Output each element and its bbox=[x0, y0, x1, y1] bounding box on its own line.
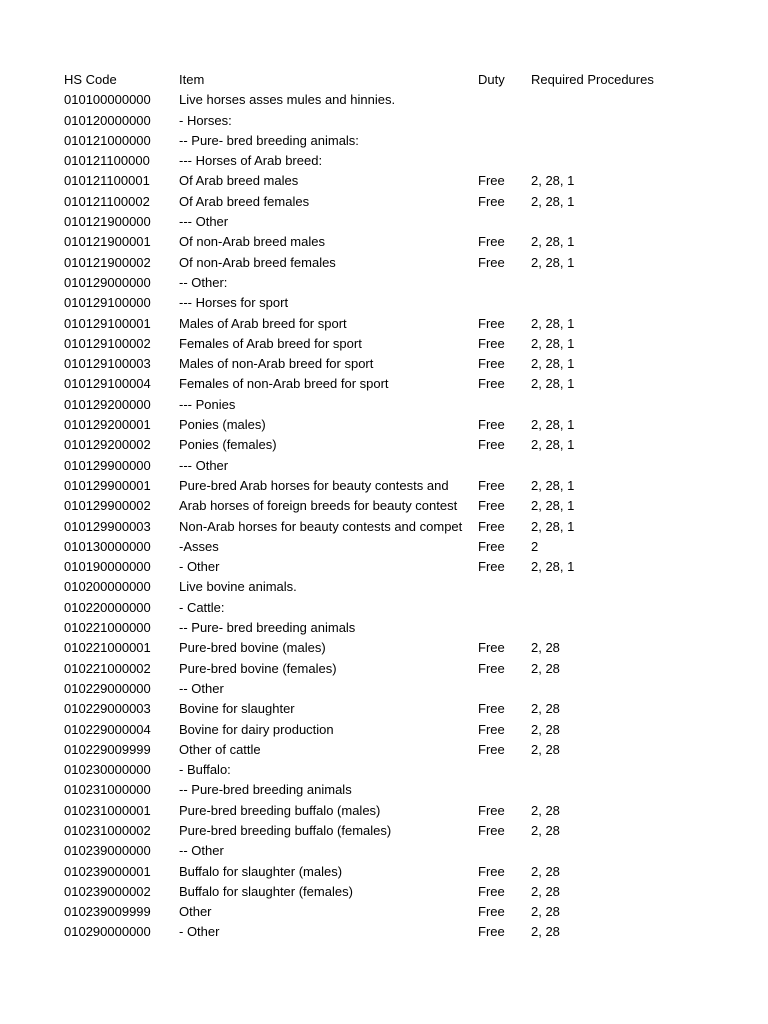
item-cell: Males of non-Arab breed for sport bbox=[179, 356, 374, 372]
hs-code-cell: 010290000000 bbox=[64, 924, 151, 940]
hs-code-cell: 010221000000 bbox=[64, 620, 151, 636]
hs-code-cell: 010100000000 bbox=[64, 92, 151, 108]
procedures-cell: 2, 28, 1 bbox=[531, 518, 575, 534]
table-row bbox=[64, 496, 744, 516]
item-cell: Males of Arab breed for sport bbox=[179, 315, 347, 331]
hs-code-cell: 010121900002 bbox=[64, 254, 151, 270]
procedures-cell: 2, 28, 1 bbox=[531, 335, 575, 351]
duty-cell: Free bbox=[478, 254, 505, 270]
hs-code-cell: 010229000004 bbox=[64, 721, 151, 737]
duty-cell: Free bbox=[478, 741, 505, 757]
item-cell: -- Pure-bred breeding animals bbox=[179, 782, 352, 798]
duty-cell: Free bbox=[478, 559, 505, 575]
procedures-cell: 2, 28, 1 bbox=[531, 417, 575, 433]
table-row bbox=[64, 862, 744, 882]
item-cell: - Other bbox=[179, 924, 220, 940]
procedures-cell: 2, 28 bbox=[531, 924, 560, 940]
procedures-cell: 2, 28, 1 bbox=[531, 498, 575, 514]
hs-code-cell: 010129200002 bbox=[64, 437, 151, 453]
table-header-row bbox=[64, 70, 744, 90]
table-row bbox=[64, 374, 744, 394]
procedures-cell: 2, 28, 1 bbox=[531, 254, 575, 270]
duty-cell: Free bbox=[478, 721, 505, 737]
item-cell: --- Other bbox=[179, 214, 229, 230]
hs-code-cell: 010129900000 bbox=[64, 457, 151, 473]
hs-code-cell: 010129200001 bbox=[64, 417, 151, 433]
table-row bbox=[64, 273, 744, 293]
procedures-cell: 2, 28, 1 bbox=[531, 376, 575, 392]
header-duty: Duty bbox=[478, 72, 505, 87]
table-row bbox=[64, 699, 744, 719]
hs-code-cell: 010121100000 bbox=[64, 153, 150, 169]
duty-cell: Free bbox=[478, 335, 505, 351]
table-row bbox=[64, 537, 744, 557]
hs-code-cell: 010220000000 bbox=[64, 599, 151, 615]
item-cell: - Horses: bbox=[179, 112, 232, 128]
item-cell: Pure-bred Arab horses for beauty contests and bbox=[179, 477, 449, 493]
duty-cell: Free bbox=[478, 863, 505, 879]
duty-cell: Free bbox=[478, 315, 505, 331]
procedures-cell: 2, 28 bbox=[531, 741, 560, 757]
table-row bbox=[64, 415, 744, 435]
hs-code-cell: 010229000000 bbox=[64, 680, 151, 696]
tariff-table bbox=[64, 70, 744, 943]
table-row bbox=[64, 131, 744, 151]
table-row bbox=[64, 577, 744, 597]
table-row bbox=[64, 882, 744, 902]
table-row bbox=[64, 253, 744, 273]
hs-code-cell: 010130000000 bbox=[64, 538, 151, 554]
item-cell: Non-Arab horses for beauty contests and compet bbox=[179, 518, 463, 534]
hs-code-cell: 010129900002 bbox=[64, 498, 151, 514]
item-cell: Ponies (females) bbox=[179, 437, 277, 453]
duty-cell: Free bbox=[478, 356, 505, 372]
table-row bbox=[64, 801, 744, 821]
hs-code-cell: 010129900001 bbox=[64, 477, 151, 493]
duty-cell: Free bbox=[478, 477, 505, 493]
duty-cell: Free bbox=[478, 376, 505, 392]
table-row bbox=[64, 902, 744, 922]
hs-code-cell: 010230000000 bbox=[64, 762, 151, 778]
header-required-procedures: Required Procedures bbox=[531, 72, 654, 87]
procedures-cell: 2, 28 bbox=[531, 701, 560, 717]
item-cell: - Cattle: bbox=[179, 599, 225, 615]
hs-code-cell: 010239000000 bbox=[64, 843, 151, 859]
table-row bbox=[64, 90, 744, 110]
item-cell: - Buffalo: bbox=[179, 762, 231, 778]
hs-code-cell: 010231000001 bbox=[64, 802, 151, 818]
table-row bbox=[64, 314, 744, 334]
hs-code-cell: 010200000000 bbox=[64, 579, 151, 595]
hs-code-cell: 010231000000 bbox=[64, 782, 151, 798]
item-cell: -Asses bbox=[179, 538, 219, 554]
item-cell: -- Other bbox=[179, 843, 224, 859]
hs-code-cell: 010121100002 bbox=[64, 193, 150, 209]
procedures-cell: 2, 28 bbox=[531, 863, 560, 879]
item-cell: -- Other: bbox=[179, 274, 228, 290]
hs-code-cell: 010121900001 bbox=[64, 234, 151, 250]
hs-code-cell: 010120000000 bbox=[64, 112, 151, 128]
item-cell: Buffalo for slaughter (males) bbox=[179, 863, 343, 879]
item-cell: Ponies (males) bbox=[179, 417, 266, 433]
procedures-cell: 2, 28 bbox=[531, 904, 560, 920]
table-row bbox=[64, 354, 744, 374]
procedures-cell: 2, 28, 1 bbox=[531, 559, 575, 575]
table-row bbox=[64, 517, 744, 537]
table-row bbox=[64, 720, 744, 740]
hs-code-cell: 010129900003 bbox=[64, 518, 151, 534]
hs-code-cell: 010221000002 bbox=[64, 660, 151, 676]
duty-cell: Free bbox=[478, 640, 505, 656]
hs-code-cell: 010231000002 bbox=[64, 822, 151, 838]
table-row bbox=[64, 334, 744, 354]
item-cell: --- Horses for sport bbox=[179, 295, 289, 311]
item-cell: Pure-bred breeding buffalo (males) bbox=[179, 802, 381, 818]
item-cell: -- Other bbox=[179, 680, 224, 696]
hs-code-cell: 010129100003 bbox=[64, 356, 151, 372]
item-cell: - Other bbox=[179, 559, 220, 575]
item-cell: -- Pure- bred breeding animals bbox=[179, 620, 356, 636]
table-row bbox=[64, 435, 744, 455]
hs-code-cell: 010129100001 bbox=[64, 315, 151, 331]
procedures-cell: 2, 28, 1 bbox=[531, 315, 575, 331]
table-row bbox=[64, 192, 744, 212]
item-cell: Pure-bred breeding buffalo (females) bbox=[179, 822, 392, 838]
hs-code-cell: 010129100004 bbox=[64, 376, 151, 392]
table-row bbox=[64, 679, 744, 699]
table-row bbox=[64, 740, 744, 760]
item-cell: Arab horses of foreign breeds for beauty contest bbox=[179, 498, 458, 514]
item-cell: Of non-Arab breed females bbox=[179, 254, 336, 270]
item-cell: Of non-Arab breed males bbox=[179, 234, 325, 250]
table-row bbox=[64, 151, 744, 171]
item-cell: Live horses asses mules and hinnies. bbox=[179, 92, 396, 108]
table-row bbox=[64, 476, 744, 496]
item-cell: Other bbox=[179, 904, 212, 920]
duty-cell: Free bbox=[478, 701, 505, 717]
hs-code-cell: 010221000001 bbox=[64, 640, 151, 656]
duty-cell: Free bbox=[478, 802, 505, 818]
item-cell: Other of cattle bbox=[179, 741, 261, 757]
procedures-cell: 2, 28 bbox=[531, 802, 560, 818]
item-cell: Of Arab breed females bbox=[179, 193, 310, 209]
table-row bbox=[64, 232, 744, 252]
procedures-cell: 2, 28, 1 bbox=[531, 356, 575, 372]
item-cell: -- Pure- bred breeding animals: bbox=[179, 132, 359, 148]
duty-cell: Free bbox=[478, 883, 505, 899]
item-cell: Bovine for dairy production bbox=[179, 721, 334, 737]
hs-code-cell: 010239000001 bbox=[64, 863, 151, 879]
hs-code-cell: 010121100001 bbox=[64, 173, 150, 189]
procedures-cell: 2, 28 bbox=[531, 883, 560, 899]
duty-cell: Free bbox=[478, 538, 505, 554]
hs-code-cell: 010121000000 bbox=[64, 132, 151, 148]
table-row bbox=[64, 111, 744, 131]
hs-code-cell: 010129000000 bbox=[64, 274, 151, 290]
table-row bbox=[64, 659, 744, 679]
hs-code-cell: 010129100002 bbox=[64, 335, 151, 351]
table-row bbox=[64, 841, 744, 861]
table-row bbox=[64, 760, 744, 780]
item-cell: Buffalo for slaughter (females) bbox=[179, 883, 353, 899]
table-row bbox=[64, 780, 744, 800]
hs-code-cell: 010190000000 bbox=[64, 559, 151, 575]
table-row bbox=[64, 557, 744, 577]
procedures-cell: 2, 28, 1 bbox=[531, 234, 575, 250]
item-cell: Pure-bred bovine (females) bbox=[179, 660, 337, 676]
procedures-cell: 2, 28, 1 bbox=[531, 437, 575, 453]
duty-cell: Free bbox=[478, 417, 505, 433]
item-cell: Bovine for slaughter bbox=[179, 701, 295, 717]
duty-cell: Free bbox=[478, 518, 505, 534]
procedures-cell: 2, 28 bbox=[531, 640, 560, 656]
table-row bbox=[64, 456, 744, 476]
item-cell: --- Other bbox=[179, 457, 229, 473]
duty-cell: Free bbox=[478, 193, 505, 209]
duty-cell: Free bbox=[478, 498, 505, 514]
item-cell: --- Horses of Arab breed: bbox=[179, 153, 323, 169]
duty-cell: Free bbox=[478, 924, 505, 940]
item-cell: Females of non-Arab breed for sport bbox=[179, 376, 389, 392]
table-row bbox=[64, 922, 744, 942]
item-cell: Live bovine animals. bbox=[179, 579, 297, 595]
duty-cell: Free bbox=[478, 660, 505, 676]
table-row bbox=[64, 821, 744, 841]
procedures-cell: 2, 28 bbox=[531, 822, 560, 838]
procedures-cell: 2, 28, 1 bbox=[531, 477, 575, 493]
table-row bbox=[64, 395, 744, 415]
procedures-cell: 2, 28, 1 bbox=[531, 193, 575, 209]
table-row bbox=[64, 638, 744, 658]
table-body bbox=[64, 90, 744, 942]
hs-code-cell: 010129200000 bbox=[64, 396, 151, 412]
table-row bbox=[64, 171, 744, 191]
procedures-cell: 2, 28, 1 bbox=[531, 173, 575, 189]
item-cell: --- Ponies bbox=[179, 396, 236, 412]
procedures-cell: 2, 28 bbox=[531, 721, 560, 737]
item-cell: Of Arab breed males bbox=[179, 173, 299, 189]
duty-cell: Free bbox=[478, 904, 505, 920]
hs-code-cell: 010129100000 bbox=[64, 295, 151, 311]
table-row bbox=[64, 618, 744, 638]
item-cell: Females of Arab breed for sport bbox=[179, 335, 362, 351]
table-row bbox=[64, 212, 744, 232]
duty-cell: Free bbox=[478, 173, 505, 189]
hs-code-cell: 010229009999 bbox=[64, 741, 151, 757]
procedures-cell: 2 bbox=[531, 538, 539, 554]
hs-code-cell: 010239000002 bbox=[64, 883, 151, 899]
table-row bbox=[64, 293, 744, 313]
header-hs-code: HS Code bbox=[64, 72, 117, 87]
procedures-cell: 2, 28 bbox=[531, 660, 560, 676]
duty-cell: Free bbox=[478, 437, 505, 453]
hs-code-cell: 010121900000 bbox=[64, 214, 151, 230]
item-cell: Pure-bred bovine (males) bbox=[179, 640, 326, 656]
duty-cell: Free bbox=[478, 822, 505, 838]
hs-code-cell: 010229000003 bbox=[64, 701, 151, 717]
hs-code-cell: 010239009999 bbox=[64, 904, 151, 920]
duty-cell: Free bbox=[478, 234, 505, 250]
table-row bbox=[64, 598, 744, 618]
header-item: Item bbox=[179, 72, 205, 87]
